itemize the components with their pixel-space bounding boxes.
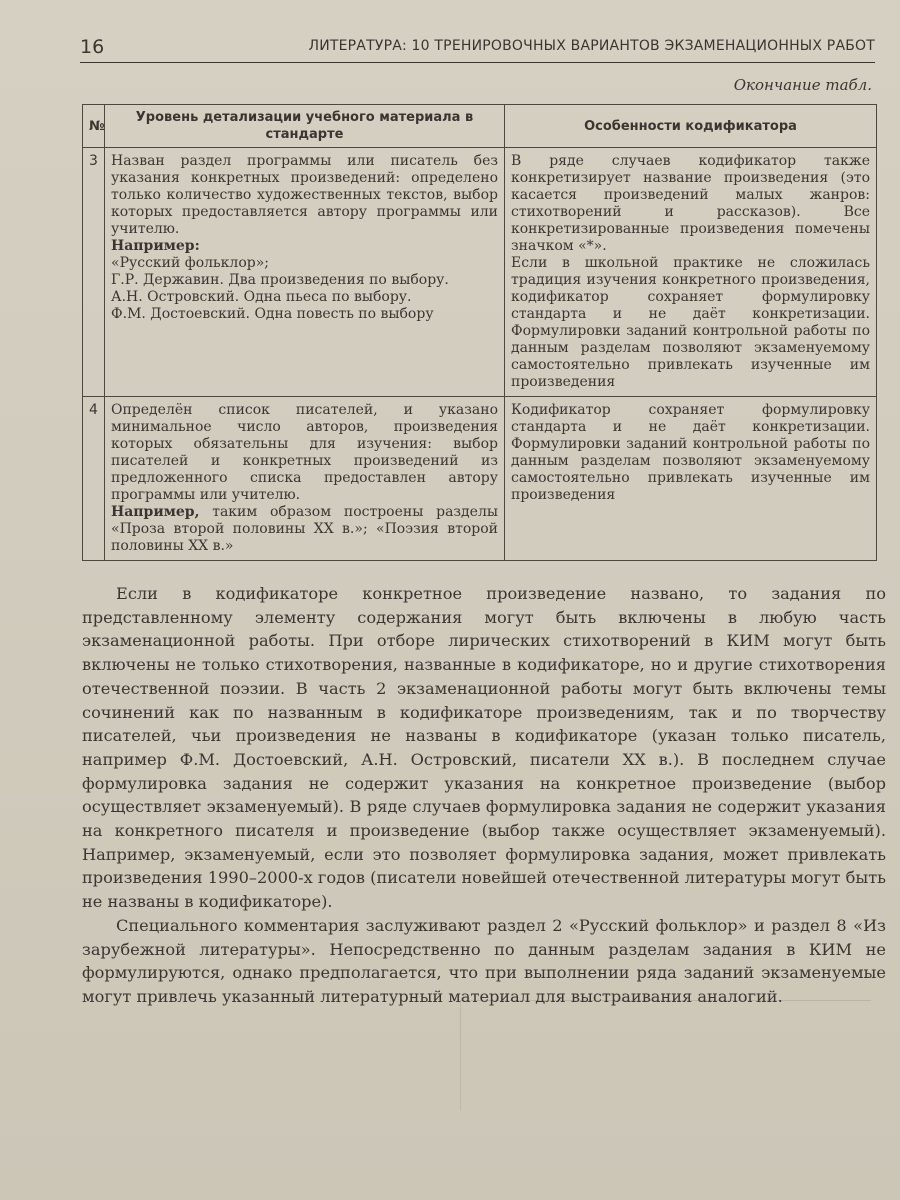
codifier-table	[82, 104, 877, 561]
features-cell	[505, 397, 877, 561]
table-caption: Окончание табл.	[733, 76, 872, 94]
features-text-continued: Если в школьной практике не сложилась традиция изучения конкретного произведения, кодификатор сохраняет формулировку стандарта и не даёт конкретизации. Формулировки заданий контрольной работы по данным разделам позволяют экзаменуемому самостоятельно привлекать изученные им произведения	[511, 255, 870, 390]
example-line: Г.Р. Державин. Два произведения по выбору.	[111, 272, 449, 288]
table-header-row	[83, 105, 877, 148]
example-label: Например,	[111, 504, 200, 520]
example-line: А.Н. Островский. Одна пьеса по выбору.	[111, 289, 412, 305]
column-header-level: Уровень детализации учебного материала в стандарте	[105, 105, 505, 148]
row-number: 4	[83, 397, 105, 561]
level-cell	[105, 397, 505, 561]
example-paragraph	[111, 504, 498, 555]
column-header-num: №	[83, 105, 105, 148]
example-line: «Русский фольклор»;	[111, 255, 269, 271]
body-paragraph: Если в кодификаторе конкретное произведение названо, то задания по представленному элементу содержания могут быть включены в любую часть экзаменационной работы. При отборе лирических стихотворений в КИМ могут быть включены не только стихотворения, названные в кодификаторе, но и другие стихотворения отечественной поэзии. В часть 2 экзаменационной работы могут быть включены темы сочинений как по названным в кодификаторе произведениям, так и по творчеству писателей, чьи произведения не названы в кодификаторе (указан только писатель, например Ф.М. Достоевский, А.Н. Островский, писатели XX в.). В последнем случае формулировка задания не содержит указания на конкретное произведение (выбор осуществляет экзаменуемый). В ряде случаев формулировка задания не содержит указания на конкретного писателя и произведение (выбор также осуществляет экзаменуемый). Например, экзаменуемый, если это позволяет формулировка задания, может привлекать произведения 1990–2000-х годов (писатели новейшей отечественной литературы могут быть не названы в кодификаторе).	[82, 584, 886, 912]
bleed-through-shadow	[460, 1000, 871, 1111]
body-paragraph: Специального комментария заслуживают раздел 2 «Русский фольклор» и раздел 8 «Из зарубежной литературы». Непосредственно по данным разделам задания в КИМ не формулируются, однако предполагается, что при выполнении ряда заданий экзаменуемые могут привлечь указанный литературный материал для выстраивания аналогий.	[82, 915, 886, 1006]
column-header-features: Особенности кодификатора	[505, 105, 877, 148]
table-row	[83, 148, 877, 397]
level-text: Определён список писателей, и указано минимальное число авторов, произведения которых обязательны для изучения: выбор писателей и конкретных произведений из предложенного списка предоставлен автору программы или учителю.	[111, 402, 498, 503]
features-cell	[505, 148, 877, 397]
features-text: Кодификатор сохраняет формулировку стандарта и не даёт конкретизации. Формулировки заданий контрольной работы по данным разделам позволяют экзаменуемому самостоятельно привлекать изученные им произведения	[511, 402, 870, 503]
example-line: Ф.М. Достоевский. Одна повесть по выбору	[111, 306, 434, 322]
table-row	[83, 397, 877, 561]
level-text: Назван раздел программы или писатель без указания конкретных произведений: определено только количество художественных текстов, выбор которых предоставляется автору программы или учителю.	[111, 153, 498, 237]
row-number: 3	[83, 148, 105, 397]
running-header	[80, 32, 875, 63]
features-text: В ряде случаев кодификатор также конкретизирует название произведения (это касается произведений малых жанров: стихотворений и рассказов). Все конкретизированные произведения помечены значком «*».	[511, 153, 870, 254]
body-text	[82, 582, 886, 1009]
running-title: ЛИТЕРАТУРА: 10 ТРЕНИРОВОЧНЫХ ВАРИАНТОВ ЭКЗАМЕНАЦИОННЫХ РАБОТ	[308, 38, 875, 54]
page-number: 16	[80, 36, 105, 58]
example-text: таким образом построены разделы «Проза второй половины XX в.»; «Поэзия второй половины XX в.»	[111, 504, 498, 554]
level-cell	[105, 148, 505, 397]
example-label: Например:	[111, 238, 200, 254]
